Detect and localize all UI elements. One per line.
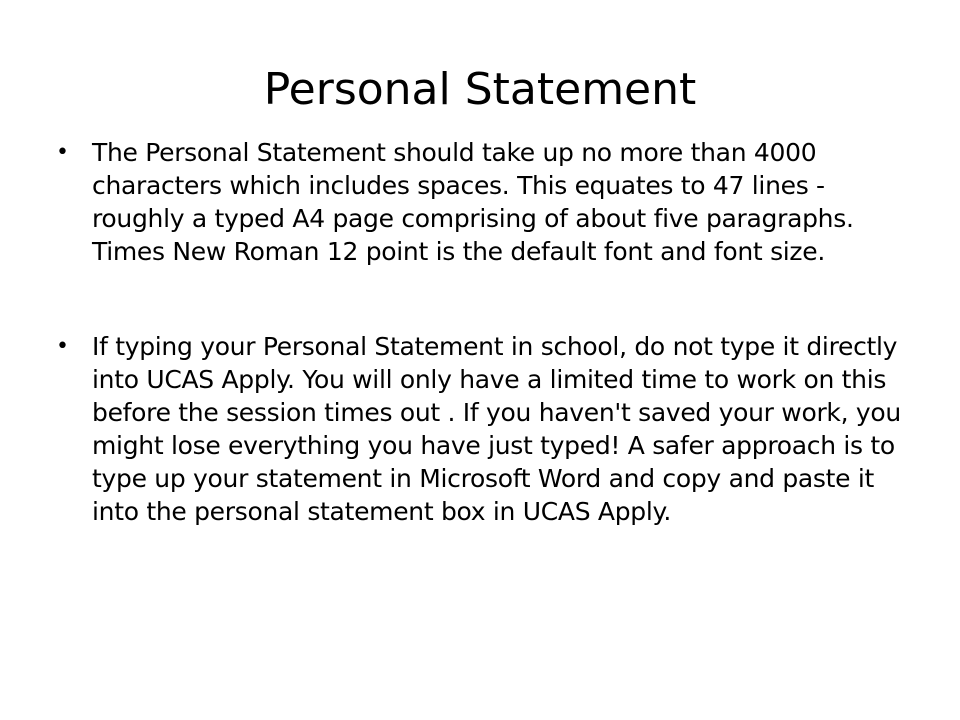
bullet-list <box>52 136 902 528</box>
bullet-item-character-limit <box>52 136 902 268</box>
bullet-item-typing-advice <box>52 330 902 528</box>
bullet-text: The Personal Statement should take up no more than 4000 characters which includes spaces. This equates to 47 lines - roughly a typed A4 page comprising of about five paragraphs. Times New Roman 12 point is the default font and font size. <box>92 138 854 266</box>
bullet-text: If typing your Personal Statement in school, do not type it directly into UCAS Apply. You will only have a limited time to work on this before the session times out . If you haven't saved your work, you might lose everything you have just typed! A safer approach is to type up your statement in Microsoft Word and copy and paste it into the personal statement box in UCAS Apply. <box>92 332 901 526</box>
bullet-marker: • <box>56 140 69 165</box>
bullet-marker: • <box>56 334 69 359</box>
slide-title: Personal Statement <box>263 64 697 115</box>
